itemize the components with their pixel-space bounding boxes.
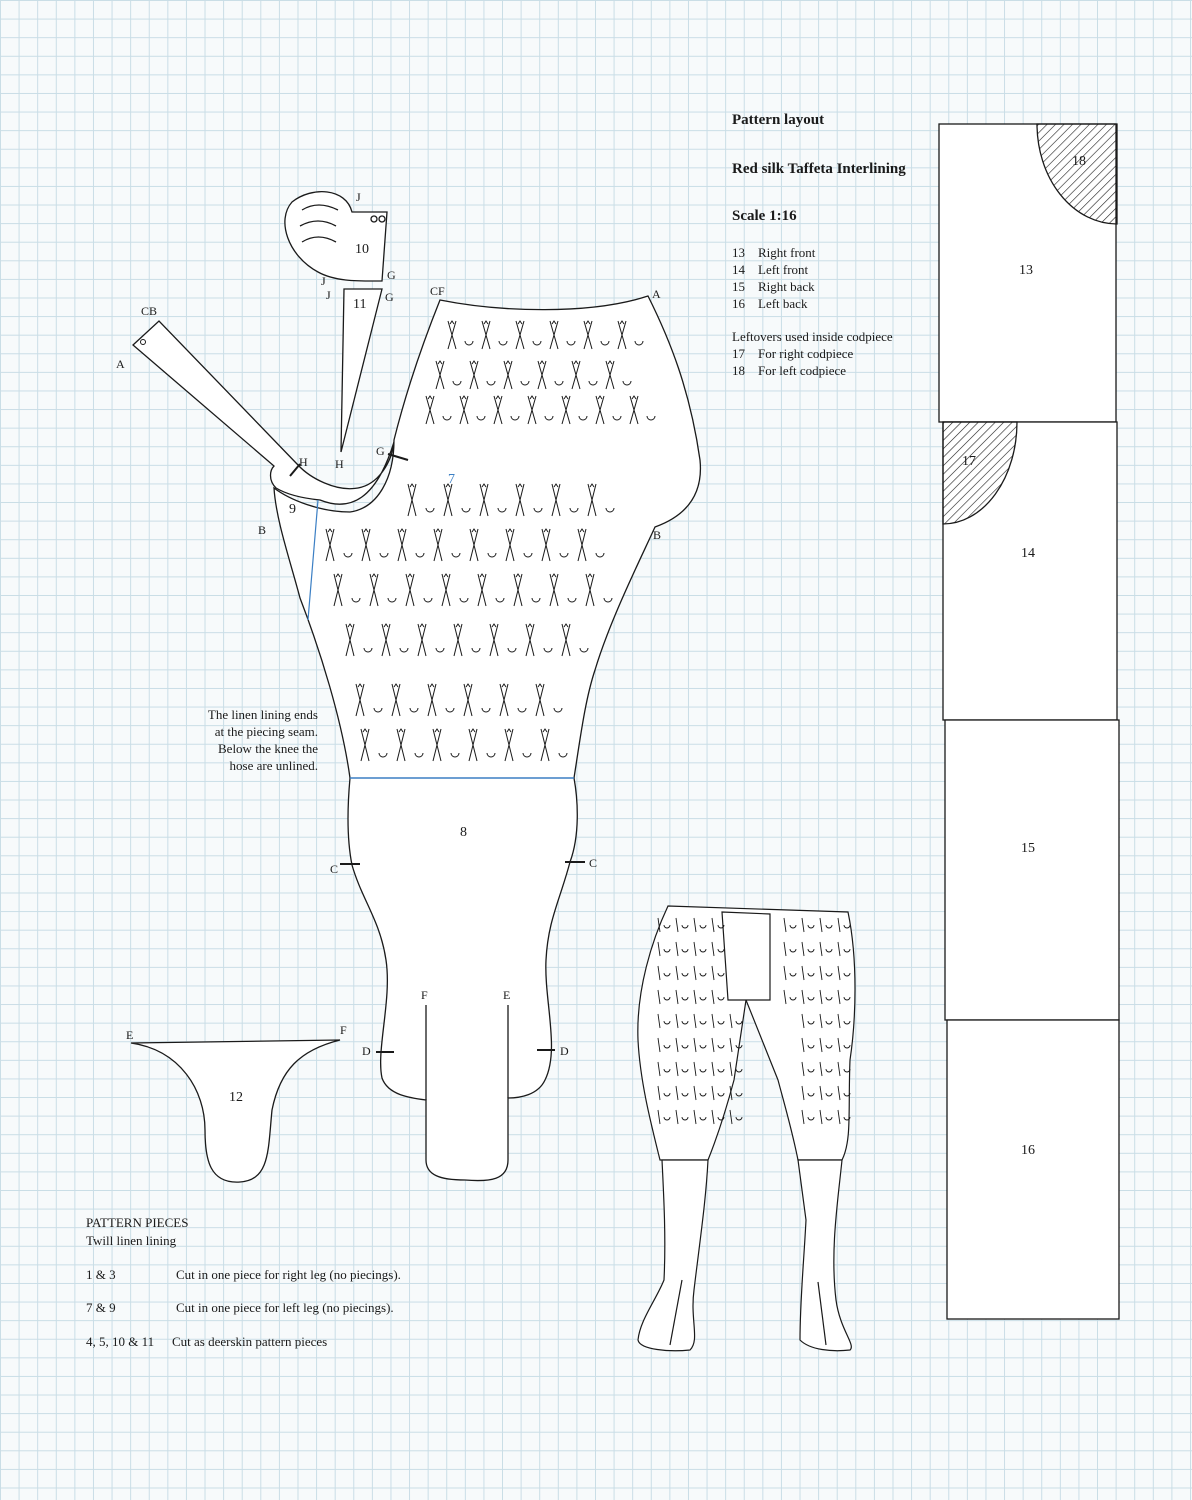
piece-label-7: 7 (448, 472, 455, 487)
point-h-strip: H (335, 457, 344, 471)
point-d-right: D (560, 1044, 569, 1058)
piece-10 (285, 192, 387, 281)
legend-item: 13 Right front (732, 245, 816, 260)
point-h-strap: H (299, 455, 308, 469)
panel-label-14: 14 (1021, 546, 1035, 561)
point-g-mid: G (385, 290, 394, 304)
legend-list (732, 244, 815, 312)
piece-label-8: 8 (460, 825, 467, 840)
layout-scale: Scale 1:16 (732, 208, 797, 224)
pattern-pieces-subheading: Twill linen lining (86, 1233, 177, 1248)
piece-label-9: 9 (289, 502, 296, 517)
panel-label-18: 18 (1072, 154, 1086, 169)
point-j-low: J (326, 288, 331, 302)
layout-panels (939, 124, 1119, 1319)
illustration-mark (730, 1110, 742, 1124)
point-a-right: A (652, 287, 661, 301)
panel-label-15: 15 (1021, 841, 1035, 856)
pattern-piece-text: Cut in one piece for right leg (no piecings). (176, 1267, 401, 1282)
point-g-top: G (387, 268, 396, 282)
note-line: at the piecing seam. (214, 724, 318, 739)
pattern-piece-ids: 7 & 9 (86, 1300, 116, 1315)
legend-item: 15 Right back (732, 279, 815, 294)
point-g-body: G (376, 444, 385, 458)
point-cb: CB (141, 304, 158, 318)
pattern-piece-text: Cut as deerskin pattern pieces (172, 1334, 328, 1349)
legend-item: 18 For left codpiece (732, 363, 847, 378)
lining-note (160, 706, 318, 774)
leftovers-list (732, 328, 893, 379)
point-c-left: C (330, 862, 339, 876)
point-f-gusset: F (340, 1023, 347, 1037)
point-c-right: C (589, 856, 598, 870)
point-cf: CF (430, 284, 445, 298)
pattern-piece-ids: 1 & 3 (86, 1267, 116, 1282)
point-b-right: B (653, 528, 662, 542)
point-e-top: E (503, 988, 511, 1002)
piece-label-11: 11 (353, 297, 367, 312)
point-a-left: A (116, 357, 125, 371)
point-j-top: J (356, 190, 361, 204)
piece-12 (131, 1040, 340, 1182)
note-line: hose are unlined. (229, 758, 318, 773)
point-e-gusset: E (126, 1028, 134, 1042)
panel-16 (947, 1020, 1119, 1319)
pattern-pieces-heading: PATTERN PIECES (86, 1215, 189, 1230)
note-line: Below the knee the (218, 741, 318, 756)
piece-label-12: 12 (229, 1090, 243, 1105)
point-b-left: B (258, 523, 267, 537)
leftovers-heading: Leftovers used inside codpiece (732, 329, 893, 344)
layout-material: Red silk Taffeta Interlining (732, 161, 906, 177)
note-line: The linen lining ends (207, 707, 318, 722)
panel-label-13: 13 (1019, 263, 1033, 278)
point-j-mid: J (321, 274, 326, 288)
legend-item: 16 Left back (732, 296, 808, 311)
point-f-top: F (421, 988, 428, 1002)
legend-item: 14 Left front (732, 262, 809, 277)
pattern-piece-ids: 4, 5, 10 & 11 (86, 1334, 155, 1349)
panel-15 (945, 720, 1119, 1020)
hose-illustration (638, 906, 855, 1351)
piece-label-10: 10 (355, 242, 369, 257)
legend-item: 17 For right codpiece (732, 346, 854, 361)
panel-label-17: 17 (962, 454, 976, 469)
layout-title: Pattern layout (732, 112, 825, 128)
hose-body-outline (274, 296, 700, 1181)
panel-label-16: 16 (1021, 1143, 1035, 1158)
point-d-left: D (362, 1044, 371, 1058)
pattern-piece-text: Cut in one piece for left leg (no piecings). (176, 1300, 394, 1315)
piece-11 (341, 289, 382, 452)
